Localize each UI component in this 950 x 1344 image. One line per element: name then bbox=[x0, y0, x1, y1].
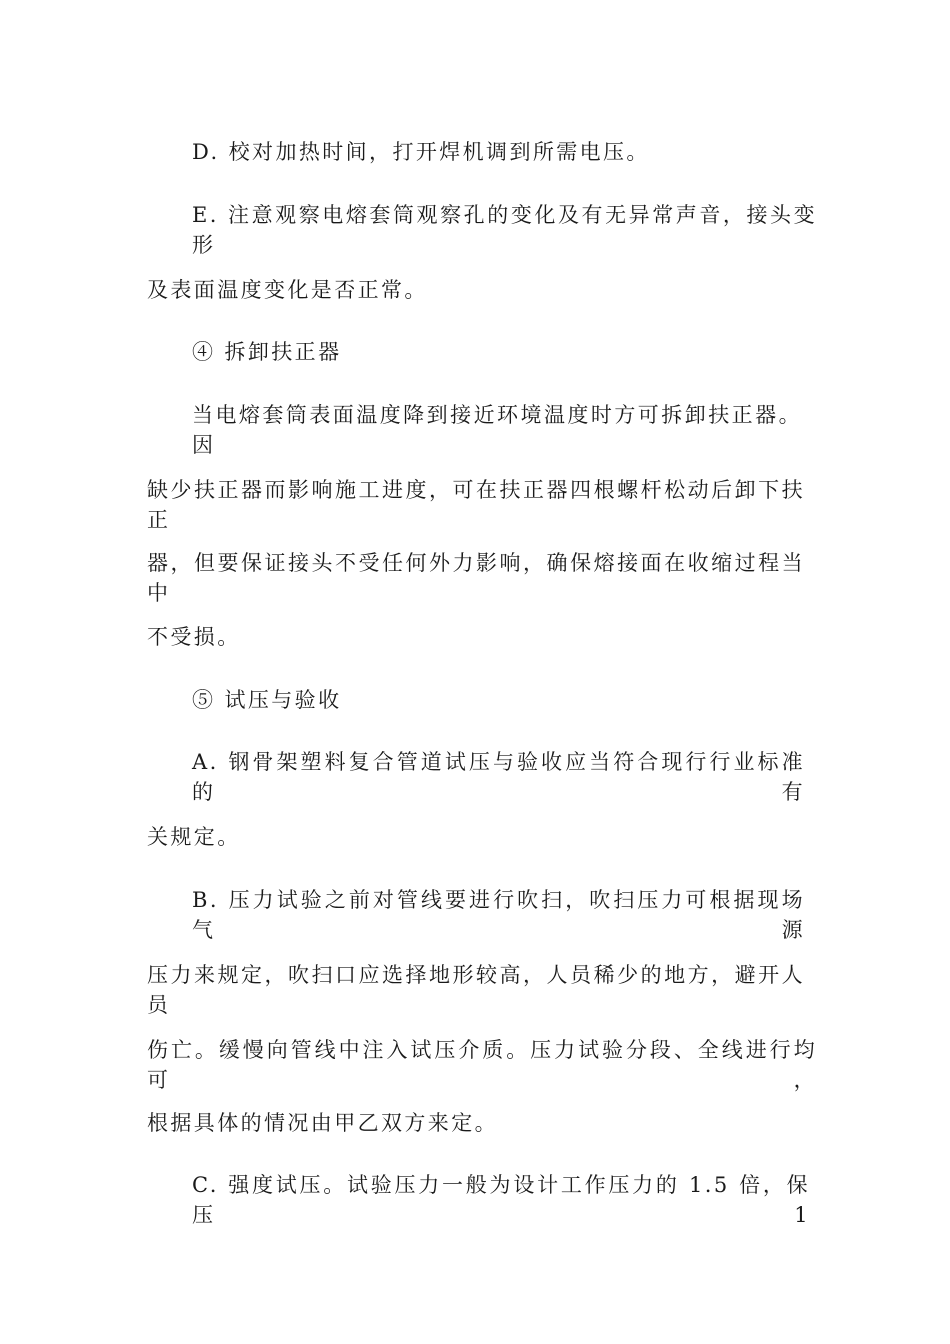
paragraph-e-line-1: E. 注意观察电熔套筒观察孔的变化及有无异常声音，接头变形 bbox=[192, 203, 817, 257]
paragraph-remove-line-1: 当电熔套筒表面温度降到接近环境温度时方可拆卸扶正器。因 bbox=[192, 403, 802, 457]
paragraph-remove-line-3: 器，但要保证接头不受任何外力影响，确保熔接面在收缩过程当中 bbox=[147, 551, 805, 605]
section-heading-5: ⑤ 试压与验收 bbox=[192, 688, 342, 712]
paragraph-d-line-1: D. 校对加热时间，打开焊机调到所需电压。 bbox=[192, 140, 650, 164]
section-heading-4: ④ 拆卸扶正器 bbox=[192, 340, 342, 364]
paragraph-b-line-4: 根据具体的情况由甲乙双方来定。 bbox=[147, 1111, 498, 1135]
paragraph-remove-line-4: 不受损。 bbox=[147, 625, 241, 649]
paragraph-a-line-1: A. 钢骨架塑料复合管道试压与验收应当符合现行行业标准的有 bbox=[192, 750, 805, 804]
paragraph-c-line-1: C. 强度试压。试验压力一般为设计工作压力的 1.5 倍，保压 1 bbox=[192, 1173, 810, 1227]
paragraph-a-line-2: 关规定。 bbox=[147, 825, 241, 849]
paragraph-e-line-2: 及表面温度变化是否正常。 bbox=[147, 278, 428, 302]
paragraph-b-line-3: 伤亡。缓慢向管线中注入试压介质。压力试验分段、全线进行均可， bbox=[147, 1038, 817, 1092]
paragraph-b-line-1: B. 压力试验之前对管线要进行吹扫，吹扫压力可根据现场气源 bbox=[192, 888, 805, 942]
paragraph-b-line-2: 压力来规定，吹扫口应选择地形较高，人员稀少的地方，避开人员 bbox=[147, 963, 805, 1017]
paragraph-remove-line-2: 缺少扶正器而影响施工进度，可在扶正器四根螺杆松动后卸下扶正 bbox=[147, 478, 805, 532]
